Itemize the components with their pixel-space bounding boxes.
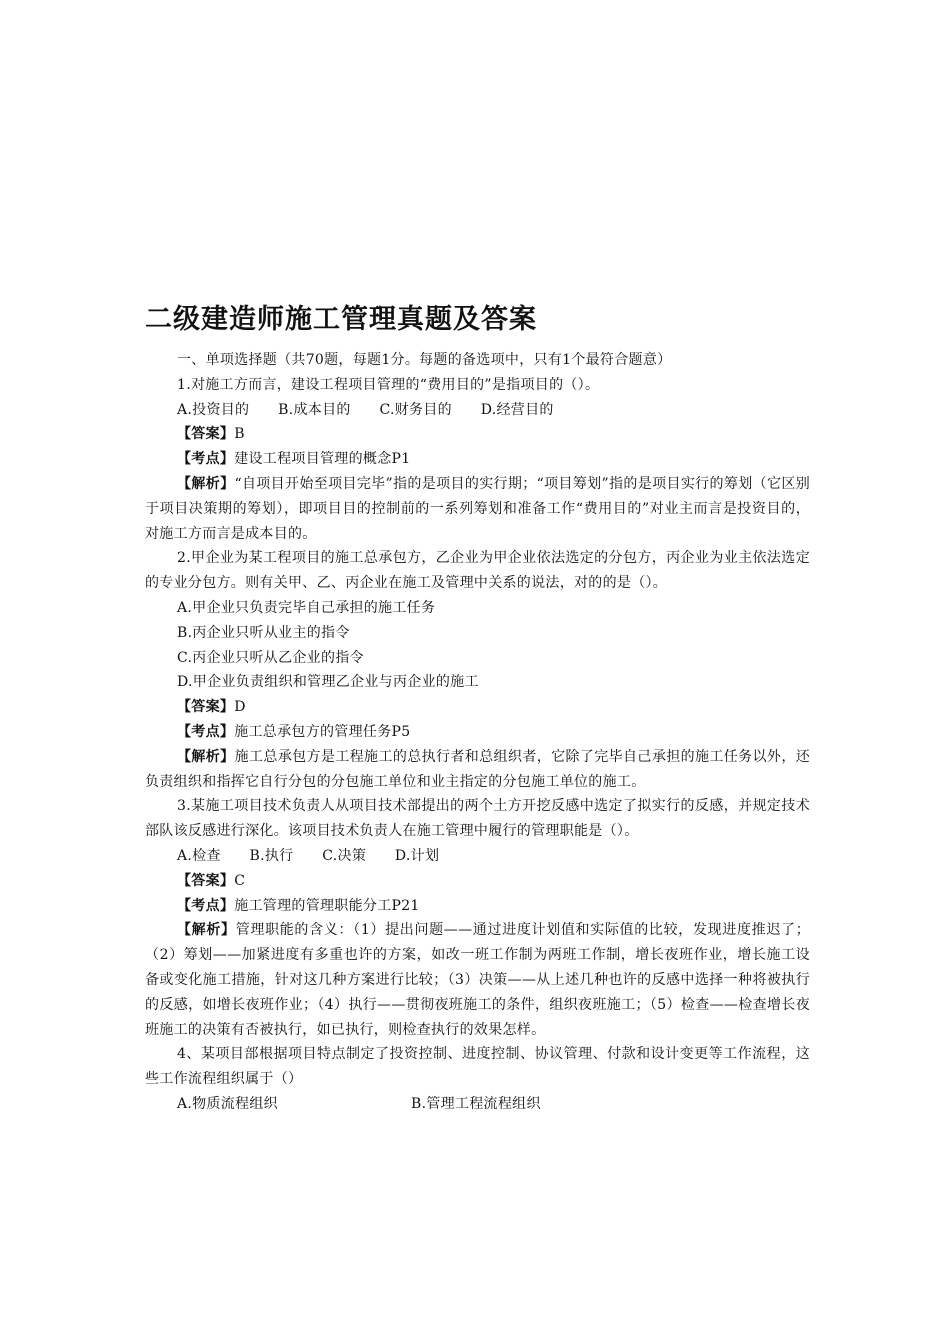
point-value: 施工管理的管理职能分工P21 [234,897,420,914]
point-label: 【考点】 [177,897,235,914]
question-2-point [145,720,810,745]
option-d: D.计划 [394,847,440,864]
question-2-option-a: A.甲企业只负责完毕自己承担的施工任务 [177,599,436,616]
question-4-stem: 4、某项目部根据项目特点制定了投资控制、进度控制、协议管理、付款和设计变更等工作流程，这些工作流程组织属于（） [145,1046,810,1088]
document-title: 二级建造师施工管理真题及答案 [145,304,537,335]
analysis-label: 【解析】 [177,922,236,939]
question-1-point [145,447,810,472]
question-2-option-d: D.甲企业负责组织和管理乙企业与丙企业的施工 [177,674,479,691]
question-1-options [145,398,810,423]
option-c: C.财务目的 [379,401,452,418]
option-b: B.管理工程流程组织 [411,1095,541,1112]
point-value: 施工总承包方的管理任务P5 [234,723,411,740]
question-2-stem: 2.甲企业为某工程项目的施工总承包方，乙企业为甲企业依法选定的分包方，丙企业为业主依法选定的专业分包方。则有关甲、乙、丙企业在施工及管理中关系的说法，对的的是（）。 [145,550,810,592]
answer-label: 【答案】 [177,426,235,443]
question-1-answer [145,422,810,447]
question-3-analysis [145,918,810,1042]
answer-label: 【答案】 [177,699,235,716]
answer-value: B [234,426,245,443]
option-a: A.投资目的 [177,401,250,418]
answer-value: C [234,872,246,889]
section-heading: 一、单项选择题（共70题，每题1分。每题的备选项中，只有1个最符合题意） [177,352,672,368]
option-a: A.物质流程组织 [177,1095,278,1112]
question-3-stem: 3.某施工项目技术负责人从项目技术部提出的两个土方开挖反感中选定了拟实行的反感，并规定技术部队该反感进行深化。该项目技术负责人在施工管理中履行的管理职能是（）。 [145,798,810,840]
question-2-option-c: C.丙企业只听从乙企业的指令 [177,649,364,666]
analysis-text: “自项目开始至项目完毕”指的是项目的实行期；“项目筹划”指的是项目实行的筹划（它区别于项目决策期的筹划），即项目目的控制前的一系列筹划和准备工作“费用目的”对业主而言是投资目的，对施工方而言是成本目的。 [145,475,810,542]
document-page [145,300,810,1117]
answer-value: D [234,699,246,716]
question-1-stem: 1.对施工方而言，建设工程项目管理的“费用目的”是指项目的（）。 [177,376,600,393]
option-a: A.检查 [177,847,221,864]
analysis-text: 施工总承包方是工程施工的总执行者和总组织者，它除了完毕自己承担的施工任务以外，还负责组织和指挥它自行分包的分包施工单位和业主指定的分包施工单位的施工。 [145,748,811,790]
question-2-option-b: B.丙企业只听从业主的指令 [177,624,350,641]
question-4-options [145,1092,810,1117]
option-b: B.执行 [249,847,294,864]
question-2-answer [145,695,810,720]
point-label: 【考点】 [177,723,235,740]
question-2-analysis [145,745,810,795]
point-value: 建设工程项目管理的概念P1 [234,451,411,468]
option-c: C.决策 [322,847,367,864]
analysis-label: 【解析】 [177,748,235,765]
analysis-label: 【解析】 [177,475,235,492]
option-d: D.经营目的 [480,401,554,418]
question-3-options [145,844,810,869]
point-label: 【考点】 [177,451,235,468]
question-3-answer [145,869,810,894]
answer-label: 【答案】 [177,872,235,889]
analysis-text: 管理职能的含义：（1）提出问题——通过进度计划值和实际值的比较，发现进度推迟了；（2）筹划——加紧进度有多重也许的方案，如改一班工作制为两班工作制，增长夜班作业，增长施工设备或变化施工措施，针对这几种方案进行比较；（3）决策——从上述几种也许的反感中选择一种将被执行的反感，如增长夜班作业；（4）执行——贯彻夜班施工的条件，组织夜班施工；（5）检查——检查增长夜班施工的决策有否被执行，如已执行，则检查执行的效果怎样。 [145,922,811,1038]
option-b: B.成本目的 [278,401,351,418]
question-3-point [145,894,810,919]
question-1-analysis [145,472,810,546]
